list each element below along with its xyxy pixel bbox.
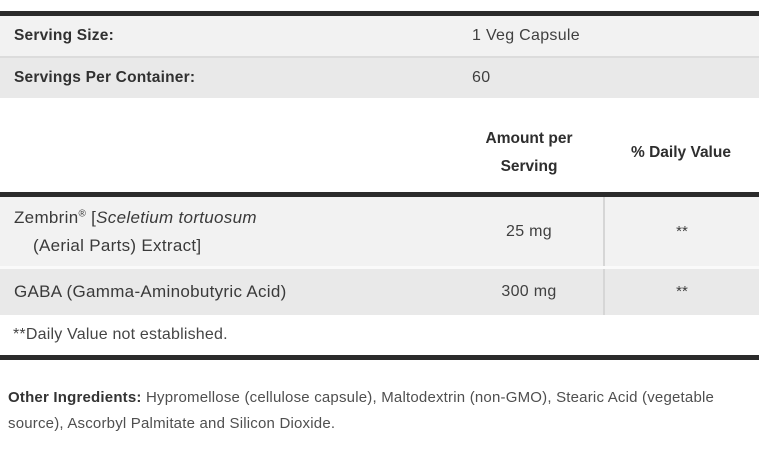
supplement-facts-panel [0, 11, 759, 437]
bottom-rule [0, 355, 759, 360]
other-ingredients-text: Hypromellose (cellulose capsule), Maltodextrin (non-GMO), Stearic Acid (vegetable [141, 389, 715, 406]
daily-value-header: % Daily Value [631, 144, 731, 161]
other-ingredients-paragraph [8, 385, 751, 437]
serving-size-value: 1 Veg Capsule [472, 27, 580, 44]
amount-value: 300 mg [501, 283, 557, 300]
brand-name: Zembrin [14, 208, 79, 227]
other-ingredients-line1 [8, 385, 751, 411]
other-ingredients-line2: source), Ascorbyl Palmitate and Silicon Dioxide. [8, 415, 336, 432]
amount-header-line1: Amount per [485, 130, 573, 147]
amount-per-serving-header [455, 98, 603, 192]
serving-size-row [0, 16, 759, 56]
other-ingredients-label: Other Ingredients: [8, 389, 142, 406]
ingredient-name-line2: (Aerial Parts) Extract] [33, 236, 202, 255]
table-row [0, 269, 759, 315]
ingredient-name-zembrin [0, 197, 455, 266]
daily-value-cell: ** [603, 269, 759, 315]
ingredient-name-line1 [14, 208, 257, 227]
latin-name: Sceletium tortuosum [96, 208, 257, 227]
bracket: [ [86, 208, 97, 227]
table-header-row [0, 98, 759, 192]
amount-header-line2: Serving [500, 158, 558, 175]
serving-size-label: Serving Size: [14, 27, 114, 44]
amount-value: 25 mg [506, 223, 552, 240]
servings-per-container-row [0, 58, 759, 98]
daily-value-footnote: **Daily Value not established. [13, 326, 228, 343]
servings-per-container-label: Servings Per Container: [14, 69, 196, 86]
table-row [0, 197, 759, 266]
ingredient-name-gaba: GABA (Gamma-Aminobutyric Acid) [14, 282, 287, 301]
header-spacer [0, 98, 455, 192]
footnote-row [0, 315, 759, 355]
registered-trademark-symbol: ® [78, 208, 87, 220]
servings-per-container-value: 60 [472, 69, 491, 86]
daily-value-cell: ** [603, 197, 759, 266]
